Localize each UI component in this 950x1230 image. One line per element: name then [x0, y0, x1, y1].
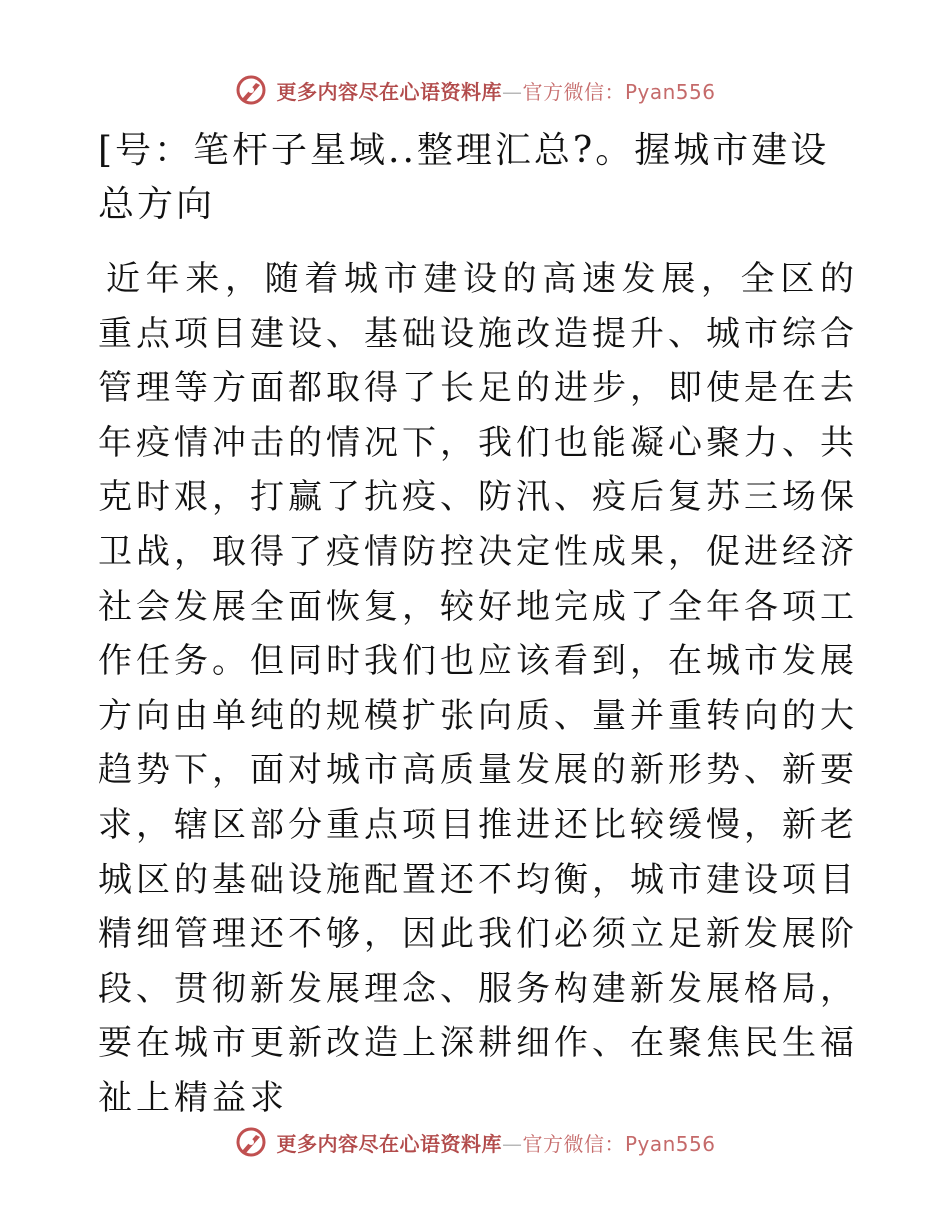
- pen-logo-icon: [234, 73, 268, 107]
- watermark-text: [276, 1128, 715, 1157]
- header-watermark: [0, 70, 950, 110]
- document-body-paragraph: 近年来，随着城市建设的高速发展，全区的重点项目建设、基础设施改造提升、城市综合管理等方面都取得了长足的进步，即使是在去年疫情冲击的情况下，我们也能凝心聚力、共克时艰，打赢了抗疫、防汛、疫后复苏三场保卫战，取得了疫情防控决定性成果，促进经济社会发展全面恢复，较好地完成了全年各项工作任务。但同时我们也应该看到，在城市发展方向由单纯的规模扩张向质、量并重转向的大趋势下，面对城市高质量发展的新形势、新要求，辖区部分重点项目推进还比较缓慢，新老城区的基础设施配置还不均衡，城市建设项目精细管理还不够，因此我们必须立足新发展阶段、贯彻新发展理念、服务构建新发展格局，要在城市更新改造上深耕细作、在聚焦民生福祉上精益求: [98, 259, 858, 1118]
- watermark-dash: —: [501, 1131, 523, 1156]
- footer-watermark: [0, 1122, 950, 1162]
- pen-logo-icon: [234, 1125, 268, 1159]
- watermark-dash: —: [501, 79, 523, 104]
- document-heading: [号：笔杆子星域..整理汇总?。握城市建设总方向: [98, 130, 830, 225]
- watermark-main: 更多内容尽在心语资料库: [276, 79, 502, 104]
- watermark-wechat: 官方微信：Pyan556: [522, 1131, 716, 1156]
- watermark-text: [276, 76, 715, 105]
- watermark-main: 更多内容尽在心语资料库: [276, 1131, 502, 1156]
- watermark-wechat: 官方微信：Pyan556: [522, 79, 716, 104]
